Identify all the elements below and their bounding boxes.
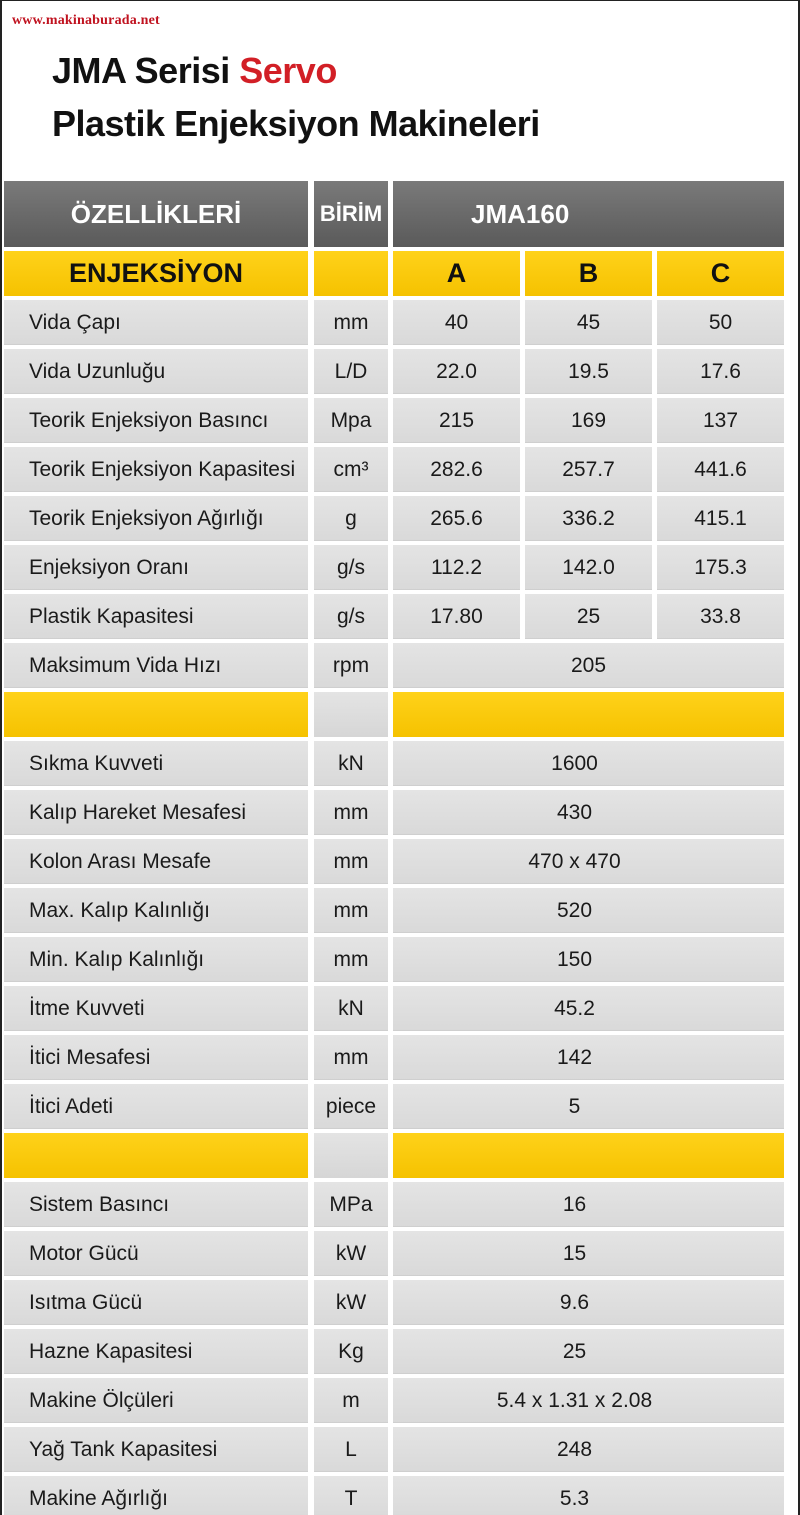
row-value: 1600	[393, 741, 784, 786]
row-unit: piece	[314, 1084, 388, 1129]
row-label: Teorik Enjeksiyon Kapasitesi	[4, 447, 308, 492]
section-other-title	[4, 1133, 308, 1178]
row-unit: kW	[314, 1280, 388, 1325]
spec-table	[4, 181, 784, 1515]
column-a-header: A	[393, 251, 520, 296]
row-unit: L/D	[314, 349, 388, 394]
row-value: 45.2	[393, 986, 784, 1031]
row-value: 15	[393, 1231, 784, 1276]
section-clamping-unit-empty	[314, 692, 388, 737]
row-value: 142	[393, 1035, 784, 1080]
row-label: Motor Gücü	[4, 1231, 308, 1276]
section-injection-row	[4, 249, 784, 298]
row-unit: g	[314, 496, 388, 541]
table-row	[4, 298, 784, 347]
row-label: Hazne Kapasitesi	[4, 1329, 308, 1374]
table-row	[4, 788, 784, 837]
row-value-b: 169	[525, 398, 652, 443]
row-value-a: 215	[393, 398, 520, 443]
row-value-a: 22.0	[393, 349, 520, 394]
column-c-header: C	[657, 251, 784, 296]
row-label: Kalıp Hareket Mesafesi	[4, 790, 308, 835]
table-row	[4, 1180, 784, 1229]
row-value: 5	[393, 1084, 784, 1129]
table-row	[4, 1425, 784, 1474]
row-label: Plastik Kapasitesi	[4, 594, 308, 639]
row-value-b: 19.5	[525, 349, 652, 394]
row-label: Min. Kalıp Kalınlığı	[4, 937, 308, 982]
section-other-unit-empty	[314, 1133, 388, 1178]
row-unit: mm	[314, 1035, 388, 1080]
row-value-b: 336.2	[525, 496, 652, 541]
row-value: 520	[393, 888, 784, 933]
row-unit: mm	[314, 790, 388, 835]
row-label: Vida Uzunluğu	[4, 349, 308, 394]
section-clamping-value-empty	[393, 692, 784, 737]
row-value: 5.4 x 1.31 x 2.08	[393, 1378, 784, 1423]
row-value: 150	[393, 937, 784, 982]
section-other-row	[4, 1131, 784, 1180]
row-value-b: 142.0	[525, 545, 652, 590]
row-value-c: 441.6	[657, 447, 784, 492]
section-injection-unit-empty	[314, 251, 388, 296]
table-row	[4, 984, 784, 1033]
site-url[interactable]: www.makinaburada.net	[12, 13, 160, 28]
page-title-line2: Plastik Enjeksiyon Makineleri	[52, 103, 540, 144]
row-value-c: 175.3	[657, 545, 784, 590]
table-row	[4, 739, 784, 788]
row-value: 470 x 470	[393, 839, 784, 884]
row-value: 16	[393, 1182, 784, 1227]
row-unit: Kg	[314, 1329, 388, 1374]
row-value-c: 17.6	[657, 349, 784, 394]
row-label: Enjeksiyon Oranı	[4, 545, 308, 590]
row-value: 25	[393, 1329, 784, 1374]
table-row	[4, 641, 784, 690]
row-value-a: 17.80	[393, 594, 520, 639]
row-label: Kolon Arası Mesafe	[4, 839, 308, 884]
header-features: ÖZELLİKLERİ	[4, 181, 308, 247]
row-label: Makine Ağırlığı	[4, 1476, 308, 1515]
table-header-row	[4, 181, 784, 249]
row-label: Makine Ölçüleri	[4, 1378, 308, 1423]
row-label: Maksimum Vida Hızı	[4, 643, 308, 688]
row-unit: Mpa	[314, 398, 388, 443]
title-prefix: JMA Serisi	[52, 50, 230, 91]
row-label: Teorik Enjeksiyon Ağırlığı	[4, 496, 308, 541]
table-row	[4, 1474, 784, 1515]
table-row	[4, 592, 784, 641]
row-label: Sistem Basıncı	[4, 1182, 308, 1227]
row-unit: mm	[314, 937, 388, 982]
row-unit: T	[314, 1476, 388, 1515]
row-value-c: 415.1	[657, 496, 784, 541]
row-label: İtici Adeti	[4, 1084, 308, 1129]
row-label: Sıkma Kuvveti	[4, 741, 308, 786]
table-row	[4, 396, 784, 445]
row-value-a: 265.6	[393, 496, 520, 541]
row-label: Teorik Enjeksiyon Basıncı	[4, 398, 308, 443]
row-unit: m	[314, 1378, 388, 1423]
table-row	[4, 1376, 784, 1425]
row-value-c: 137	[657, 398, 784, 443]
table-row	[4, 494, 784, 543]
row-value-c: 50	[657, 300, 784, 345]
row-unit: mm	[314, 888, 388, 933]
table-row	[4, 1229, 784, 1278]
row-label: İtici Mesafesi	[4, 1035, 308, 1080]
table-row	[4, 1033, 784, 1082]
row-value: 248	[393, 1427, 784, 1472]
row-unit: cm³	[314, 447, 388, 492]
row-unit: MPa	[314, 1182, 388, 1227]
row-unit: g/s	[314, 545, 388, 590]
table-row	[4, 837, 784, 886]
row-value: 205	[393, 643, 784, 688]
page-title-line1	[52, 50, 337, 92]
row-value-c: 33.8	[657, 594, 784, 639]
row-unit: g/s	[314, 594, 388, 639]
row-label: İtme Kuvveti	[4, 986, 308, 1031]
header-unit: BİRİM	[314, 181, 388, 247]
row-label: Isıtma Gücü	[4, 1280, 308, 1325]
row-label: Max. Kalıp Kalınlığı	[4, 888, 308, 933]
row-value-a: 282.6	[393, 447, 520, 492]
section-clamping-title	[4, 692, 308, 737]
row-unit: L	[314, 1427, 388, 1472]
table-row	[4, 1327, 784, 1376]
section-injection-title: ENJEKSİYON	[4, 251, 308, 296]
table-row	[4, 543, 784, 592]
table-row	[4, 1082, 784, 1131]
row-unit: mm	[314, 839, 388, 884]
row-unit: kN	[314, 741, 388, 786]
table-row	[4, 935, 784, 984]
row-value-b: 25	[525, 594, 652, 639]
row-unit: mm	[314, 300, 388, 345]
row-value-a: 40	[393, 300, 520, 345]
header-model: JMA160	[393, 181, 784, 247]
row-unit: rpm	[314, 643, 388, 688]
section-other-value-empty	[393, 1133, 784, 1178]
row-value: 5.3	[393, 1476, 784, 1515]
row-value-b: 257.7	[525, 447, 652, 492]
section-clamping-row	[4, 690, 784, 739]
row-label: Yağ Tank Kapasitesi	[4, 1427, 308, 1472]
row-value: 9.6	[393, 1280, 784, 1325]
row-unit: kW	[314, 1231, 388, 1276]
table-row	[4, 1278, 784, 1327]
row-value: 430	[393, 790, 784, 835]
row-unit: kN	[314, 986, 388, 1031]
table-row	[4, 445, 784, 494]
column-b-header: B	[525, 251, 652, 296]
row-value-a: 112.2	[393, 545, 520, 590]
row-label: Vida Çapı	[4, 300, 308, 345]
row-value-b: 45	[525, 300, 652, 345]
table-row	[4, 347, 784, 396]
table-row	[4, 886, 784, 935]
title-highlight: Servo	[239, 50, 337, 91]
